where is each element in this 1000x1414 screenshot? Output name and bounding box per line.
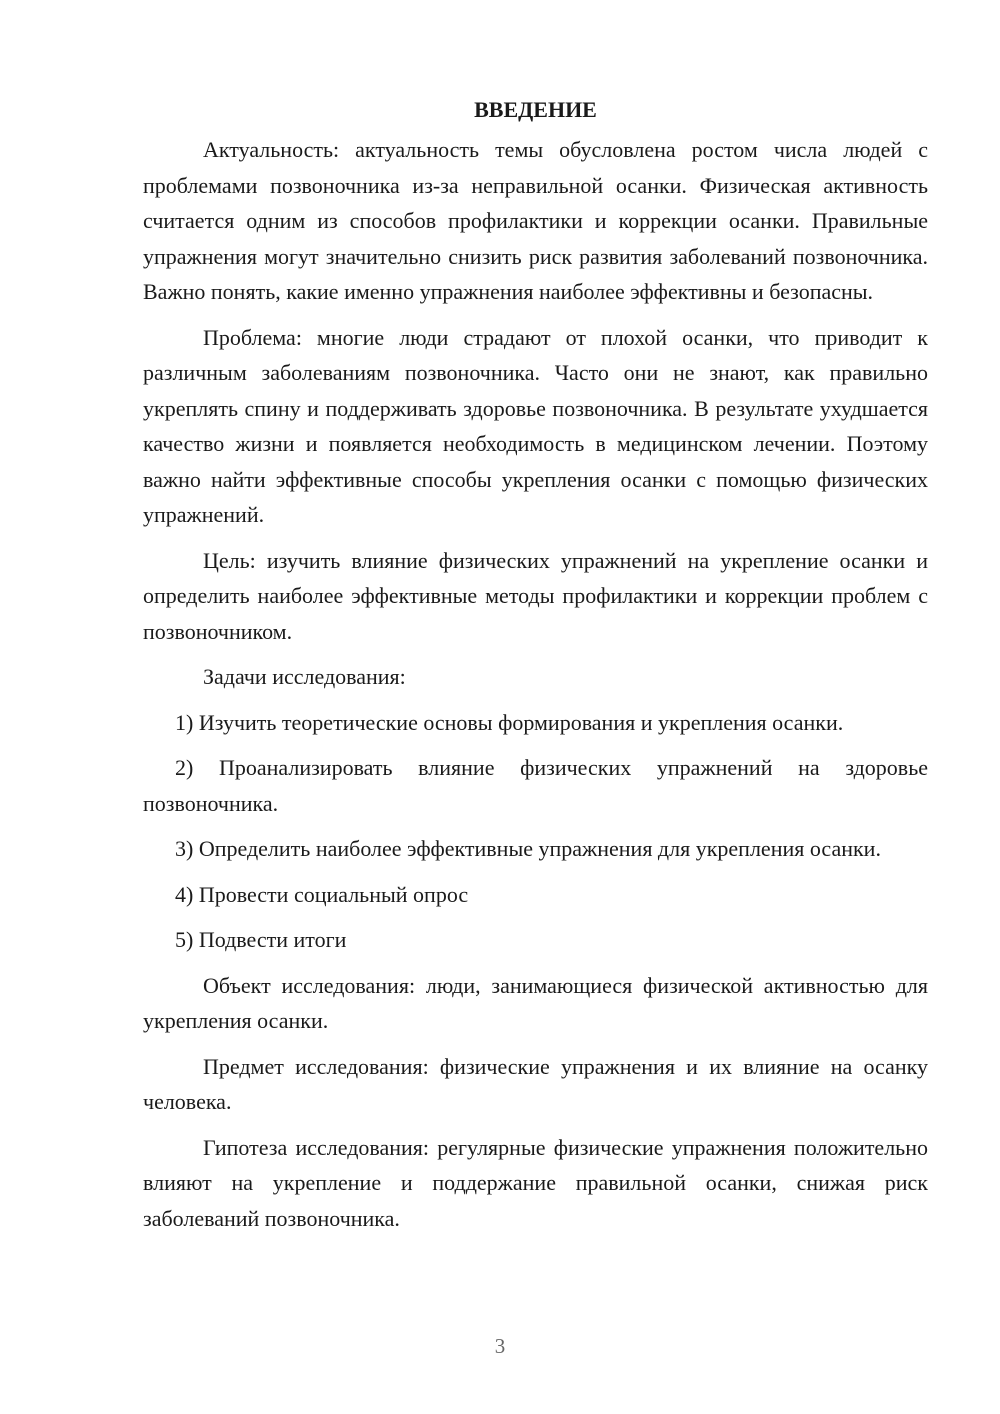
page-number: 3	[494, 1334, 506, 1358]
document-title: ВВЕДЕНИЕ	[474, 97, 597, 122]
task-item-2: 2) Проанализировать влияние физических упражнений на здоровье позвоночника.	[143, 755, 928, 816]
task-item-4: 4) Провести социальный опрос	[175, 881, 469, 907]
document-page	[143, 92, 928, 1246]
paragraph-problem: Проблема: многие люди страдают от плохой осанки, что приводит к различным заболеваниям позвоночника. Часто они не знают, как правильно укреплять спину и поддерживать здоровье позвоночника. В результате ухудшается качество жизни и появляется необходимость в медицинском лечении. Поэтому важно найти эффективные способы укрепления осанки с помощью физических упражнений.	[143, 324, 928, 527]
paragraph-goal: Цель: изучить влияние физических упражнений на укрепление осанки и определить наиболее эффективные методы профилактики и коррекции проблем с позвоночником.	[143, 547, 928, 644]
task-item-5: 5) Подвести итоги	[175, 927, 347, 952]
tasks-heading: Задачи исследования:	[203, 664, 406, 689]
paragraph-relevance: Актуальность: актуальность темы обусловлена ростом числа людей с проблемами позвоночника из-за неправильной осанки. Физическая активность считается одним из способов профилактики и коррекции осанки. Правильные упражнения могут значительно снизить риск развития заболеваний позвоночника. Важно понять, какие именно упражнения наиболее эффективны и безопасны.	[143, 137, 928, 304]
paragraph-hypothesis: Гипотеза исследования: регулярные физические упражнения положительно влияют на укрепление и поддержание правильной осанки, снижая риск заболеваний позвоночника.	[143, 1134, 928, 1231]
paragraph-object: Объект исследования: люди, занимающиеся физической активностью для укрепления осанки.	[143, 972, 928, 1033]
paragraph-subject: Предмет исследования: физические упражнения и их влияние на осанку человека.	[143, 1053, 928, 1114]
task-item-1: 1) Изучить теоретические основы формирования и укрепления осанки.	[175, 709, 844, 735]
task-item-3: 3) Определить наиболее эффективные упражнения для укрепления осанки.	[175, 836, 881, 861]
